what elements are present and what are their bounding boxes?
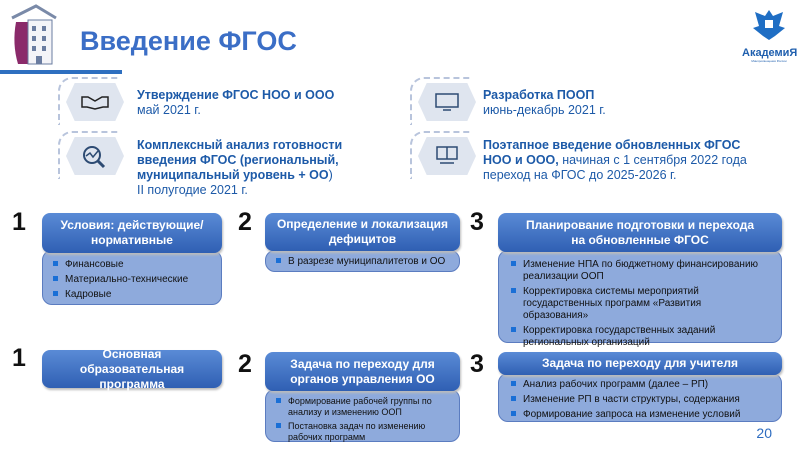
text-segment: [53, 259, 213, 301]
building-logo: [8, 4, 58, 66]
block-number: 3: [470, 208, 484, 236]
text-segment: Поэтапное введение обновленных ФГОС НОО и ООО,: [483, 138, 741, 167]
block-body: [498, 250, 782, 348]
text-segment: [511, 379, 769, 421]
bullet-item: Постановка задач по изменению рабочих программ: [276, 421, 451, 443]
handshake-icon: [66, 83, 124, 121]
monitor-icon: [418, 83, 476, 121]
text-segment: июнь-декабрь 2021 г.: [483, 103, 606, 117]
text-segment: [276, 396, 451, 443]
bullet-item: Кадровые: [53, 289, 213, 301]
page-number: 20: [756, 425, 772, 441]
bullet-item: Корректировка государственных заданий региональных организаций: [511, 325, 769, 349]
timeline-item-3: [483, 88, 606, 118]
block-header: Планирование подготовки и перехода на обновленные ФГОС: [498, 213, 782, 252]
magnifier-chart-icon: [66, 137, 124, 175]
bullet-item: Корректировка системы мероприятий государственных программ «Развития образования»: [511, 286, 769, 322]
book-badge: [418, 137, 476, 175]
block-number: 2: [238, 208, 252, 236]
handshake-badge: [66, 83, 124, 121]
monitor-badge: [418, 83, 476, 121]
academy-logo-text: АкадемиЯ: [742, 47, 798, 59]
analysis-badge: [66, 137, 124, 175]
timeline-item-4: [483, 138, 763, 183]
bullet-item: Финансовые: [53, 259, 213, 271]
text-segment: Утверждение ФГОС НОО и ООО: [137, 88, 335, 102]
block-body: [498, 373, 782, 422]
block-number: 2: [238, 350, 252, 378]
text-segment: II полугодие 2021 г.: [137, 183, 248, 197]
text-segment: начиная с 1 сентября 2022 года переход на ФГОС до 2025-2026 г.: [483, 153, 747, 182]
block-number: 3: [470, 350, 484, 378]
block-header: Задача по переходу для учителя: [498, 352, 782, 375]
text-segment: Разработка ПООП: [483, 88, 595, 102]
text-segment: [276, 256, 451, 268]
text-segment: Комплексный анализ готовности введения ФГОС (региональный, муниципальный уровень + ОО: [137, 138, 343, 182]
book-reader-icon: [418, 137, 476, 175]
block-body: [265, 389, 460, 442]
block-header: Основная образовательная программа: [42, 350, 222, 388]
bullet-item: Изменение РП в части структуры, содержания: [511, 394, 769, 406]
text-segment: ): [328, 168, 333, 182]
bullet-item: Материально-технические: [53, 274, 213, 286]
ministry-logo: [742, 6, 796, 63]
timeline-item-2: [137, 138, 377, 198]
block-header: Условия: действующие/нормативные: [42, 213, 222, 253]
block-header: Задача по переходу для органов управления ОО: [265, 352, 460, 391]
eagle-emblem-icon: [749, 6, 789, 42]
timeline-item-1: [137, 88, 334, 118]
academy-logo-subtext: Минпросвещения России: [751, 59, 787, 63]
block-header: Определение и локализация дефицитов: [265, 213, 460, 251]
bullet-item: В разрезе муниципалитетов и ОО: [276, 256, 451, 268]
block-body: [265, 250, 460, 272]
bullet-item: Формирование запроса на изменение условий: [511, 409, 769, 421]
bullet-item: Изменение НПА по бюджетному финансированию реализации ООП: [511, 259, 769, 283]
page-title: Введение ФГОС: [80, 26, 297, 56]
text-segment: [511, 259, 769, 349]
block-number: 1: [12, 344, 26, 372]
title-underline: [0, 70, 122, 74]
text-segment: май 2021 г.: [137, 103, 201, 117]
bullet-item: Анализ рабочих программ (далее – РП): [511, 379, 769, 391]
block-body: [42, 250, 222, 305]
block-number: 1: [12, 208, 26, 236]
bullet-item: Формирование рабочей группы по анализу и изменению ООП: [276, 396, 451, 418]
